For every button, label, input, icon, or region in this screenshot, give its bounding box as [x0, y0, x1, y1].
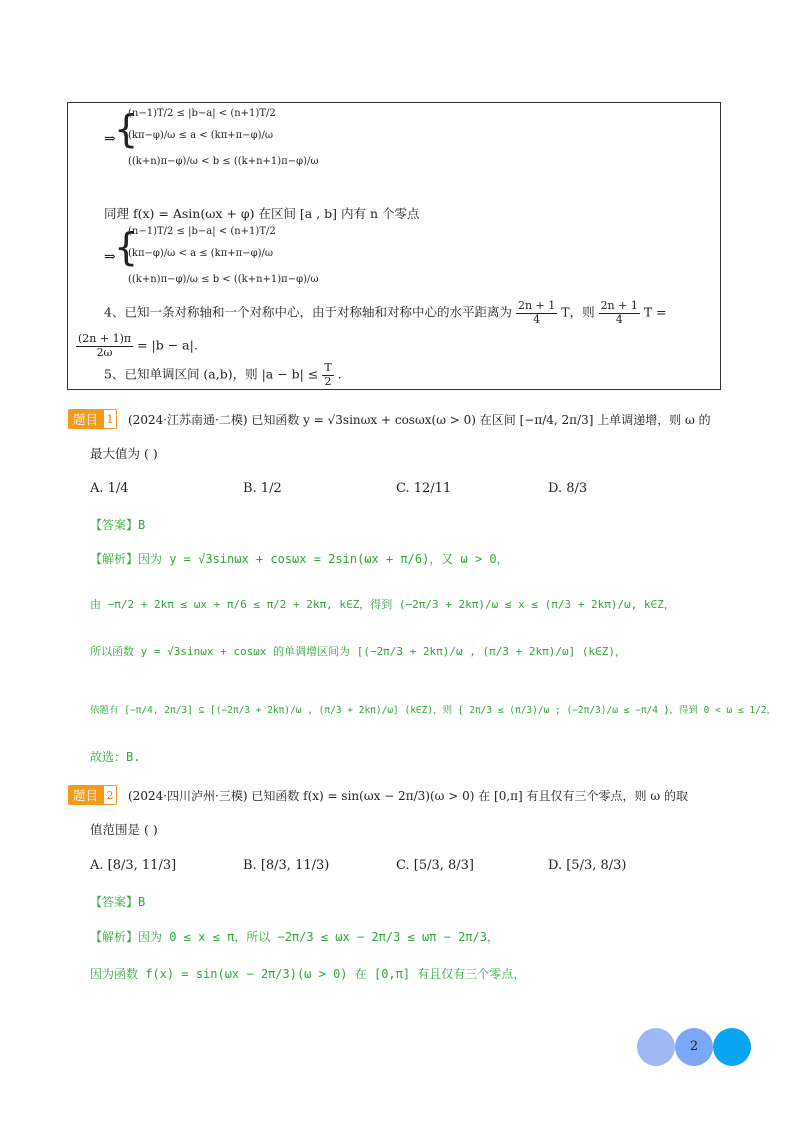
- question-1-solution-line-2: 由 −π/2 + 2kπ ≤ ωx + π/6 ≤ π/2 + 2kπ, k∈Z，得到 (−2π/3 + 2kπ)/ω ≤ x ≤ (π/3 + 2kπ)/ω, k∈Z，: [90, 598, 675, 611]
- question-2-stem-line-2: 值范围是 ( ): [90, 822, 158, 837]
- question-1-option-a: A. 1/4: [90, 481, 129, 496]
- system-1-line-1: (n−1)T/2 ≤ |b−a| < (n+1)T/2: [128, 108, 276, 119]
- system-2-line-3: ((k+n)π−φ)/ω ≤ b < ((k+n+1)π−φ)/ω: [128, 274, 319, 285]
- question-2-solution-line-1: 【解析】因为 0 ≤ x ≤ π，所以 −2π/3 ≤ ωx − 2π/3 ≤ ωπ − 2π/3，: [90, 930, 499, 944]
- question-badge-label: 题目: [68, 785, 103, 805]
- question-2-option-b: B. [8/3, 11/3): [243, 858, 330, 873]
- question-1-option-b: B. 1/2: [243, 481, 282, 496]
- item-5-line: 5、已知单调区间 (a,b)，则 |a − b| ≤ $\frac{T}{2}$ .: [104, 361, 342, 388]
- item-4-fraction-2: $\frac{2n + 1}{4}$: [600, 299, 638, 326]
- question-1-solution-line-1: 【解析】因为 y = √3sinωx + cosωx = 2sin(ωx + π/6)，又 ω > 0，: [90, 552, 509, 566]
- brace-1: {: [114, 107, 139, 151]
- question-1-solution-line-5: 故选：B.: [90, 750, 141, 764]
- item-4-line-2: [76, 333, 198, 359]
- question-badge-label: 题目: [68, 409, 103, 429]
- question-1-option-c: C. 12/11: [396, 481, 452, 496]
- item-4-line-1: [104, 300, 667, 326]
- question-1-badge: [68, 409, 117, 429]
- question-2-option-c: C. [5/3, 8/3]: [396, 858, 474, 873]
- item-4-line-2-tail: = |b − a|.: [137, 337, 198, 353]
- page-number: 2: [689, 1039, 699, 1054]
- system-1-line-3: ((k+n)π−φ)/ω < b ≤ ((k+n+1)π−φ)/ω: [128, 156, 319, 167]
- question-1-solution-line-4: 依题有 [−π/4, 2π/3] ⊆ [(−2π/3 + 2kπ)/ω , (π/3 + 2kπ)/ω] (k∈Z)，则 { 2π/3 ≤ (π/3)/ω ; (−2π/3)/ω ≤ −π/4 }，得到 0 < ω ≤ 1/2，: [90, 705, 777, 716]
- brace-2: {: [114, 225, 139, 269]
- question-1-stem-line-2: 最大值为 ( ): [90, 446, 158, 461]
- question-2-answer: 【答案】B: [90, 895, 146, 909]
- page-circle-left: [637, 1028, 675, 1066]
- item-4-fraction-3: $\frac{(2n + 1)\pi}{2\omega}$: [78, 332, 132, 359]
- item-4-text-c: T =: [643, 304, 667, 320]
- item-5-fraction: $\frac{T}{2}$: [324, 361, 332, 388]
- question-badge-number: 1: [103, 409, 117, 429]
- question-1-option-d: D. 8/3: [548, 481, 588, 496]
- item-5-text: 5、已知单调区间 (a,b)，则 |a − b| ≤: [104, 366, 319, 382]
- question-2-option-a: A. [8/3, 11/3]: [90, 858, 177, 873]
- system-1-line-2: (kπ−φ)/ω ≤ a < (kπ+π−φ)/ω: [128, 130, 274, 141]
- system-2-line-1: (n−1)T/2 ≤ |b−a| < (n+1)T/2: [128, 226, 276, 237]
- question-1-solution-line-3: 所以函数 y = √3sinωx + cosωx 的单调增区间为 [(−2π/3 + 2kπ)/ω , (π/3 + 2kπ)/ω] (k∈Z)，: [90, 645, 626, 658]
- tongli-line: 同理 f(x) = Asin(ωx + φ) 在区间 [a , b] 内有 n 个零点: [104, 206, 420, 221]
- question-1-answer: 【答案】B: [90, 518, 146, 532]
- item-4-text-a: 4、已知一条对称轴和一个对称中心，由于对称轴和对称中心的水平距离为: [104, 304, 512, 320]
- item-4-fraction-1: $\frac{2n + 1}{4}$: [517, 299, 556, 326]
- arrow-2: ⇒: [104, 249, 116, 265]
- question-2-stem-line-1: (2024·四川泸州·三模) 已知函数 f(x) = sin(ωx − 2π/3)(ω > 0) 在 [0,π] 有且仅有三个零点，则 ω 的取: [128, 789, 688, 803]
- question-1-stem-line-1: (2024·江苏南通·二模) 已知函数 y = √3sinωx + cosωx(ω > 0) 在区间 [−π/4, 2π/3] 上单调递增，则 ω 的: [128, 413, 711, 427]
- arrow-1: ⇒: [104, 131, 116, 147]
- question-2-solution-line-2: 因为函数 f(x) = sin(ωx − 2π/3)(ω > 0) 在 [0,π] 有且仅有三个零点，: [90, 967, 526, 981]
- question-2-badge: [68, 785, 117, 805]
- system-2-line-2: (kπ−φ)/ω < a ≤ (kπ+π−φ)/ω: [128, 248, 274, 259]
- question-2-option-d: D. [5/3, 8/3): [548, 858, 627, 873]
- question-badge-number: 2: [103, 785, 117, 805]
- page-circle-right: [713, 1028, 751, 1066]
- item-4-text-b: T，则: [561, 304, 595, 320]
